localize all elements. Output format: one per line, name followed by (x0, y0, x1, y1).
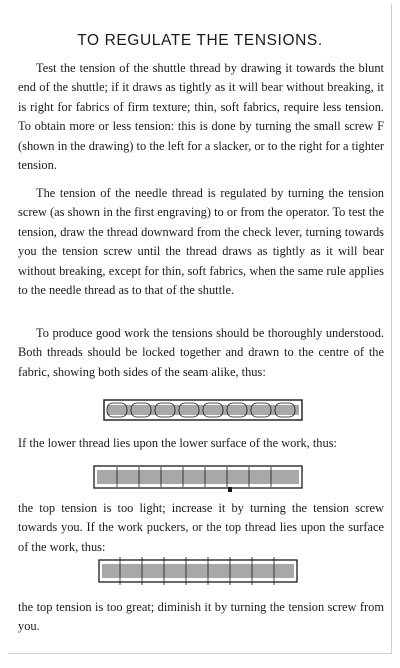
paragraph-good-work: To produce good work the tensions should be thoroughly understood. Both threads should be locked together and drawn to the centre of the fabric, showing both sides of the seam alike, thus: (18, 326, 384, 379)
loose-top-stitch-illustration (93, 463, 303, 493)
paragraph-top-too-great: the top tension is too great; diminish it by turning the tension screw from you. (18, 600, 384, 634)
paragraph-shuttle-tension: Test the tension of the shuttle thread by drawing it towards the blunt end of the shuttle; if it draws as tightly as it will bear without breaking, it is right for fabrics of firm texture; thin, soft fabrics, require less tension. To obtain more or less tension: this is done by turning the small screw F (shown in the drawing) to the left for a slacker, or to the right for a tighter tension. (18, 61, 384, 173)
tight-top-stitch-illustration (98, 555, 298, 587)
balanced-stitch-illustration (103, 397, 303, 423)
book-page (8, 4, 392, 654)
paragraph-top-too-light: the top tension is too light; increase it by turning the tension screw towards you. If the work puckers, or the top thread lies upon the surface of the work, thus: (18, 501, 384, 554)
paragraph-needle-tension: The tension of the needle thread is regulated by turning the tension screw (as shown in the first engraving) to or from the operator. To test the tension, draw the thread downward from the check lever, turning towards you the tension screw until the thread draws as tightly as it will bear without breaking, except for thin, soft fabrics, when the same rule applies to the needle thread as to that of the shuttle. (18, 186, 384, 298)
page-title: TO REGULATE THE TENSIONS. (77, 32, 323, 49)
paragraph-lower-thread: If the lower thread lies upon the lower surface of the work, thus: (18, 436, 337, 450)
